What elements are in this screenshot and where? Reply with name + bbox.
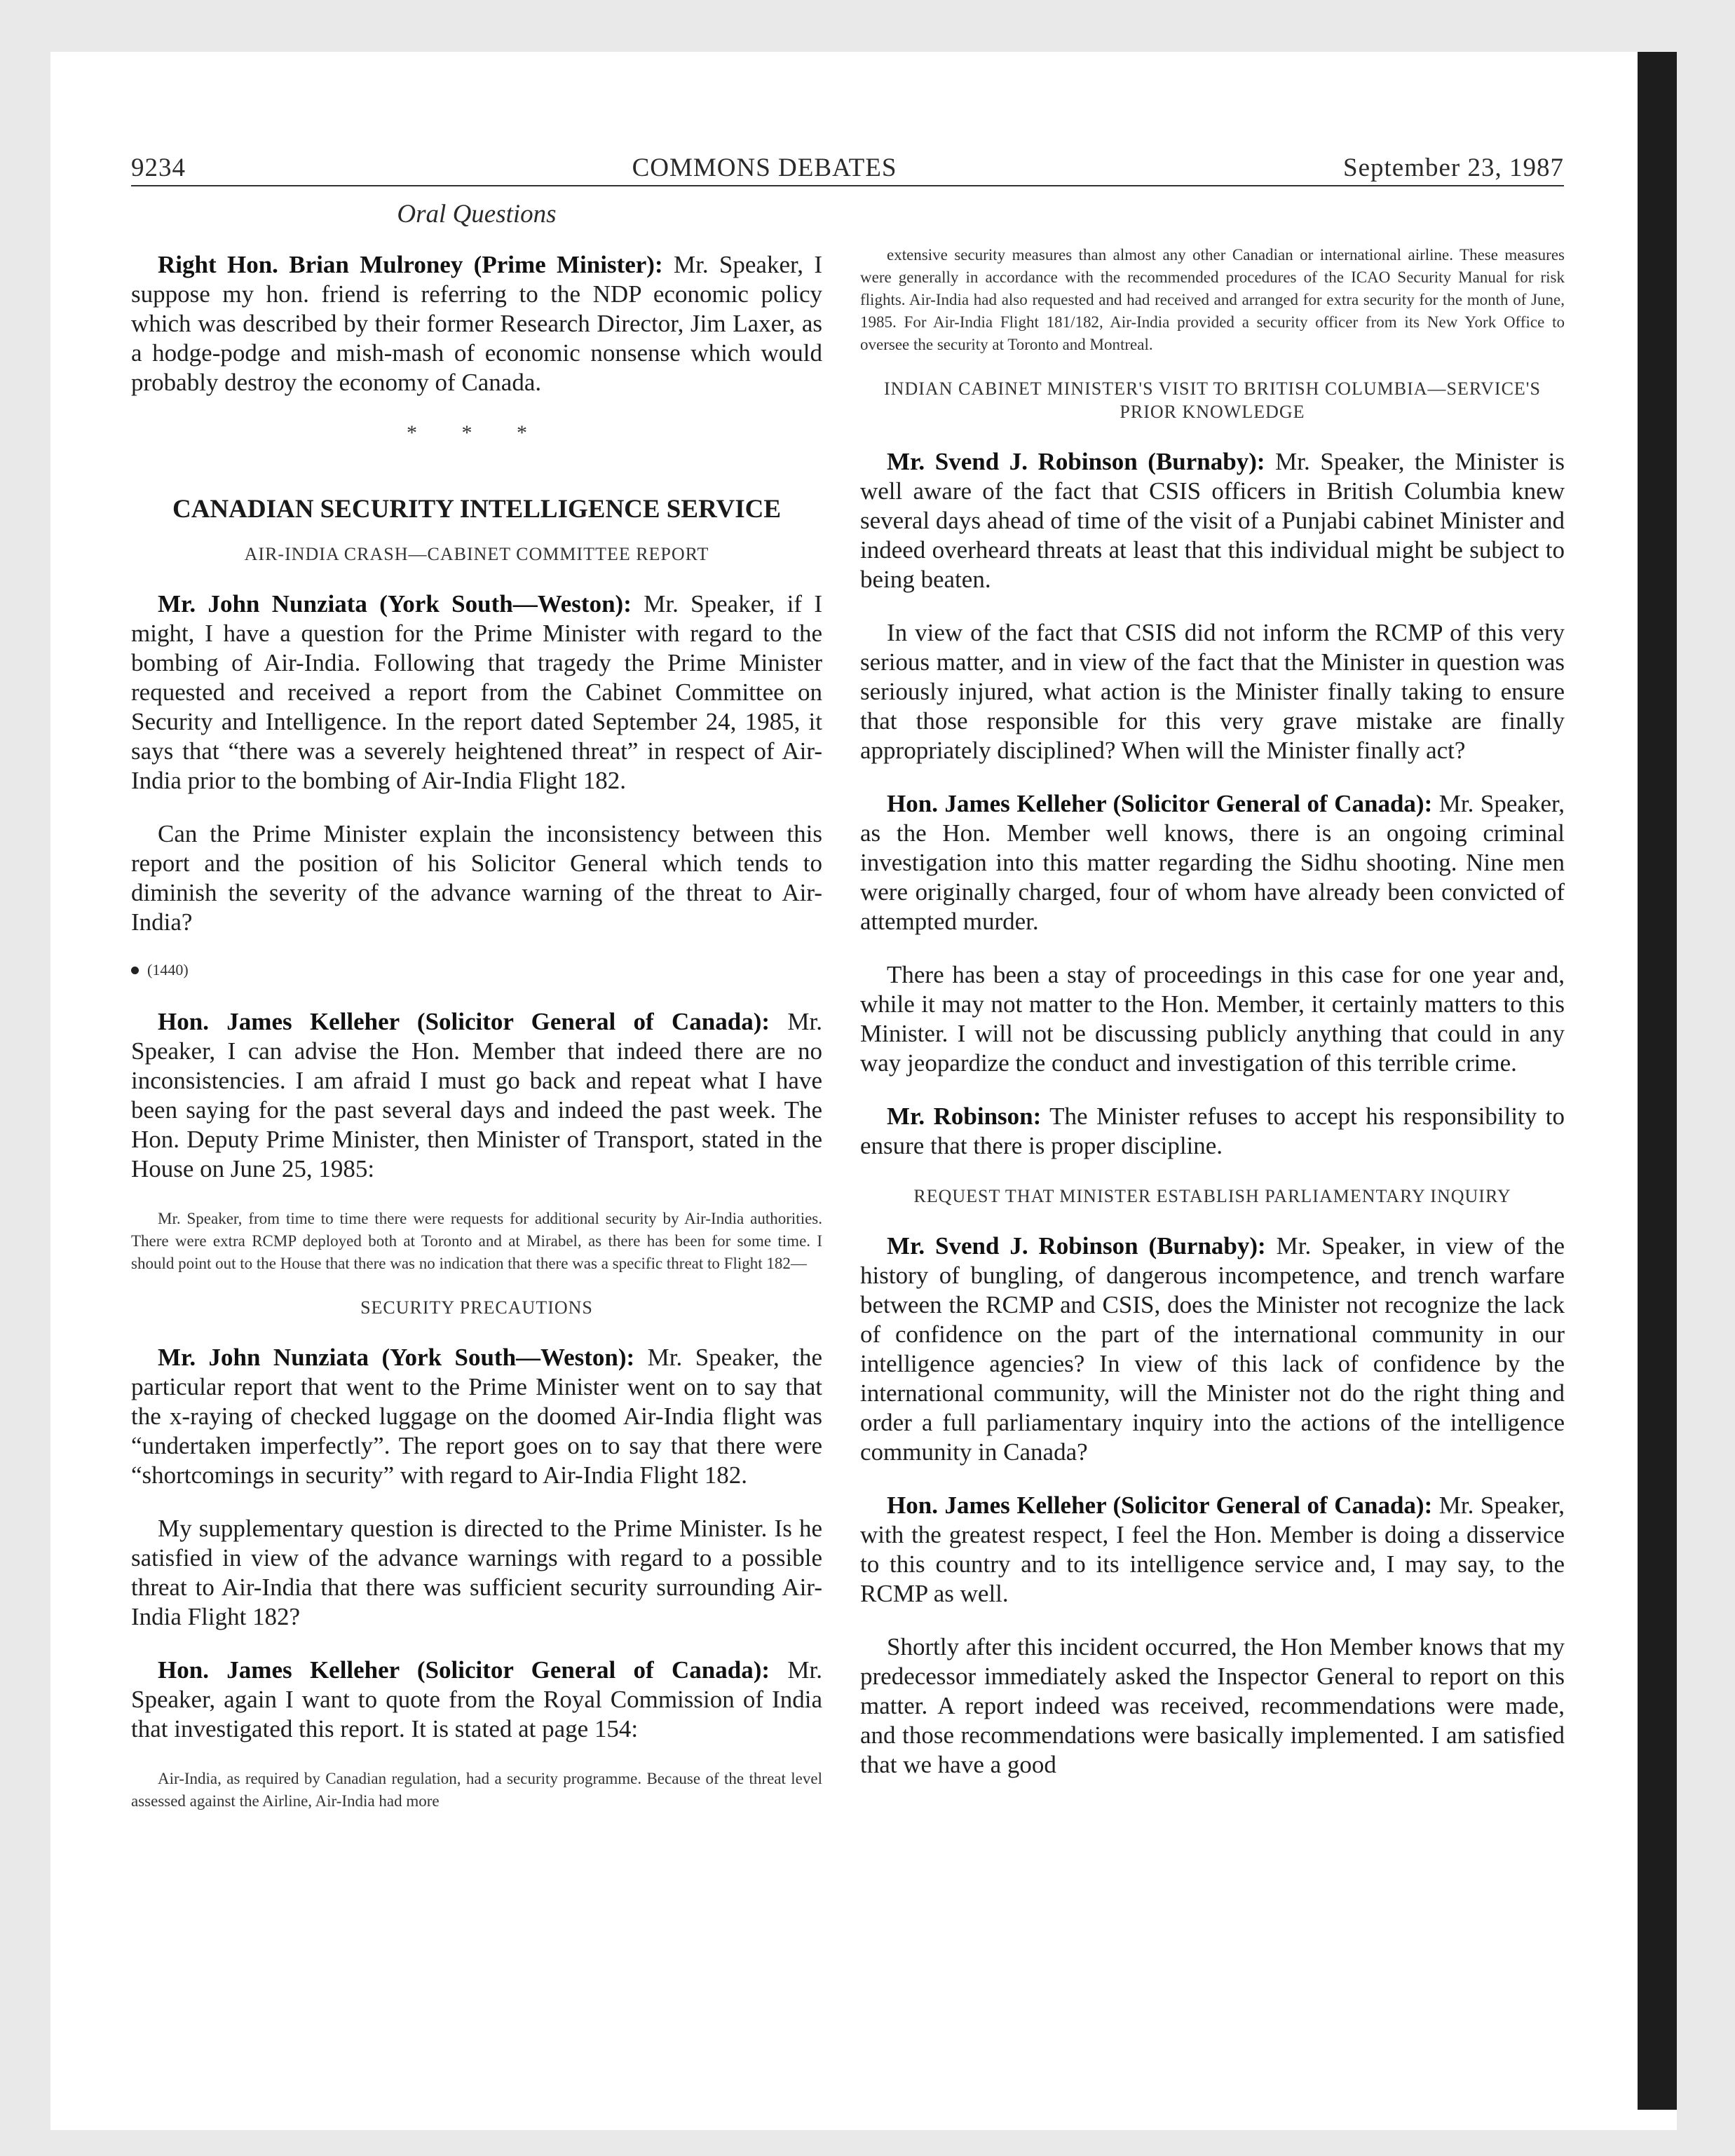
paragraph <box>131 1007 822 1184</box>
paragraph: Shortly after this incident occurred, the Hon Member knows that my predecessor immediately asked the Inspector General to report on this matter. A report indeed was received, recommendations were made, and those recommendations were basically implemented. I am satisfied that we have a good <box>860 1633 1565 1778</box>
speaker-name: Mr. Robinson: <box>887 1103 1042 1130</box>
speaker-name: Mr. John Nunziata (York South—Weston): <box>158 590 632 618</box>
bullet-icon <box>131 967 139 974</box>
speech-text: Mr. Speaker, if I might, I have a question for the Prime Minister with regard to the bombing of Air-India. Following that tragedy the Prime Minister requested and received a report from the Cabinet Committee on Security and Intelligence. In the report dated September 24, 1985, it says that “there was a severely heightened threat” in respect of Air-India prior to the bombing of Air-India Flight 182. <box>131 590 822 794</box>
block-quote: Air-India, as required by Canadian regulation, had a security programme. Because of the threat level assessed against the Airline, Air-India had more <box>131 1770 822 1810</box>
speaker-name: Hon. James Kelleher (Solicitor General of Canada): <box>887 1492 1433 1519</box>
paragraph: My supplementary question is directed to the Prime Minister. Is he satisfied in view of the advance warnings with regard to a possible threat to Air-India that there was sufficient security surrounding Air-India Flight 182? <box>131 1515 822 1630</box>
speaker-name: Hon. James Kelleher (Solicitor General of Canada): <box>887 790 1433 817</box>
paragraph: There has been a stay of proceedings in this case for one year and, while it may not matter to the Hon. Member, it certainly matters to this Minister. I will not be discussing publicly anything that could in any way jeopardize the conduct and investigation of this terrible crime. <box>860 961 1565 1077</box>
speaker-name: Hon. James Kelleher (Solicitor General of Canada): <box>158 1656 770 1684</box>
page-number: 9234 <box>131 153 186 182</box>
paragraph <box>860 1491 1565 1609</box>
paragraph <box>131 589 822 796</box>
speaker-name: Hon. James Kelleher (Solicitor General of Canada): <box>158 1008 770 1035</box>
subheading: REQUEST THAT MINISTER ESTABLISH PARLIAMENTARY INQUIRY <box>913 1186 1511 1206</box>
speaker-name: Mr. John Nunziata (York South—Weston): <box>158 1344 635 1371</box>
section-separator: * * * <box>407 421 547 444</box>
running-head: Oral Questions <box>397 200 557 228</box>
speech-text: Mr. Speaker, again I want to quote from the Royal Commission of India that investigated this report. It is stated at page 154: <box>131 1656 822 1742</box>
time-marker-text: (1440) <box>147 961 189 978</box>
paragraph: Can the Prime Minister explain the inconsistency between this report and the position of his Solicitor General which tends to diminish the severity of the advance warning of the threat to Air-India? <box>131 820 822 936</box>
speech-text: Mr. Speaker, as the Hon. Member well knows, there is an ongoing criminal investigation into this matter regarding the Sidhu shooting. Nine men were originally charged, four of whom have already been convicted of attempted murder. <box>860 790 1565 935</box>
section-title: CANADIAN SECURITY INTELLIGENCE SERVICE <box>172 495 782 524</box>
time-marker <box>131 961 822 979</box>
paragraph: In view of the fact that CSIS did not inform the RCMP of this very serious matter, and in view of the fact that the Minister in question was seriously injured, what action is the Minister finally taking to ensure that those responsible for this very grave mistake are finally appropriately disciplined? When will the Minister finally act? <box>860 619 1565 764</box>
speech-text: Mr. Speaker, in view of the history of bungling, of dangerous incompetence, and trench warfare between the RCMP and CSIS, does the Minister not recognize the lack of confidence on the part of the international community in our intelligence agencies? In view of this lack of confidence by the international community, will the Minister not do the right thing and order a full parliamentary inquiry into the actions of the intelligence community in Canada? <box>860 1232 1565 1466</box>
speech-text: Mr. Speaker, the particular report that went to the Prime Minister went on to say that the x-raying of checked luggage on the doomed Air-India flight was “undertaken imperfectly”. The report goes on to say that there were “shortcomings in security” with regard to Air-India Flight 182. <box>131 1344 822 1489</box>
paragraph <box>860 1102 1565 1161</box>
paragraph <box>131 1656 822 1744</box>
left-column <box>131 199 822 1834</box>
subheading: AIR-INDIA CRASH—CABINET COMMITTEE REPORT <box>244 544 709 564</box>
paragraph <box>131 1343 822 1490</box>
right-column <box>860 244 1565 1803</box>
block-quote: Mr. Speaker, from time to time there were requests for additional security by Air-India authorities. There were extra RCMP deployed both at Toronto and at Mirabel, as there has been for some time. I should point out to the House that there was no indication that there was a specific threat to Flight 182— <box>131 1210 822 1272</box>
speech-text: Mr. Speaker, the Minister is well aware of the fact that CSIS officers in British Columbia knew several days ahead of time of the visit of a Punjabi cabinet Minister and indeed overheard threats at least that this individual might be subject to being beaten. <box>860 448 1565 593</box>
speech-text: Mr. Speaker, I suppose my hon. friend is referring to the NDP economic policy which was described by their former Research Director, Jim Laxer, as a hodge-podge and mish-mash of economic nonsense which would probably destroy the economy of Canada. <box>131 251 823 396</box>
speaker-name: Mr. Svend J. Robinson (Burnaby): <box>887 1232 1266 1260</box>
paragraph <box>131 250 822 397</box>
subheading: INDIAN CABINET MINISTER'S VISIT TO BRITISH COLUMBIA—SERVICE'S PRIOR KNOWLEDGE <box>884 378 1541 422</box>
speech-text: Mr. Speaker, with the greatest respect, I feel the Hon. Member is doing a disservice to this country and to its intelligence service and, I may say, to the RCMP as well. <box>860 1492 1565 1607</box>
subheading: SECURITY PRECAUTIONS <box>360 1297 593 1318</box>
scan-edge-bar <box>1638 52 1677 2110</box>
paragraph <box>860 789 1565 936</box>
speaker-name: Mr. Svend J. Robinson (Burnaby): <box>887 448 1265 475</box>
speaker-name: Right Hon. Brian Mulroney (Prime Minister): <box>158 251 663 278</box>
paragraph <box>860 447 1565 594</box>
header-date: September 23, 1987 <box>1343 153 1564 182</box>
publication-title: COMMONS DEBATES <box>632 153 897 182</box>
header-rule <box>131 185 1564 186</box>
page-header <box>131 153 1564 183</box>
speech-text: Mr. Speaker, I can advise the Hon. Member that indeed there are no inconsistencies. I am afraid I must go back and repeat what I have been saying for the past several days and indeed the past week. The Hon. Deputy Prime Minister, then Minister of Transport, stated in the House on June 25, 1985: <box>131 1008 822 1182</box>
speech-text: The Minister refuses to accept his responsibility to ensure that there is proper discipline. <box>860 1103 1565 1159</box>
paragraph <box>860 1231 1565 1467</box>
block-quote: extensive security measures than almost any other Canadian or international airline. These measures were generally in accordance with the recommended procedures of the ICAO Security Manual for risk flights. Air-India had also requested and had received and arranged for extra security for the month of June, 1985. For Air-India Flight 181/182, Air-India provided a security officer from its New York Office to oversee the security at Toronto and Montreal. <box>860 246 1565 353</box>
